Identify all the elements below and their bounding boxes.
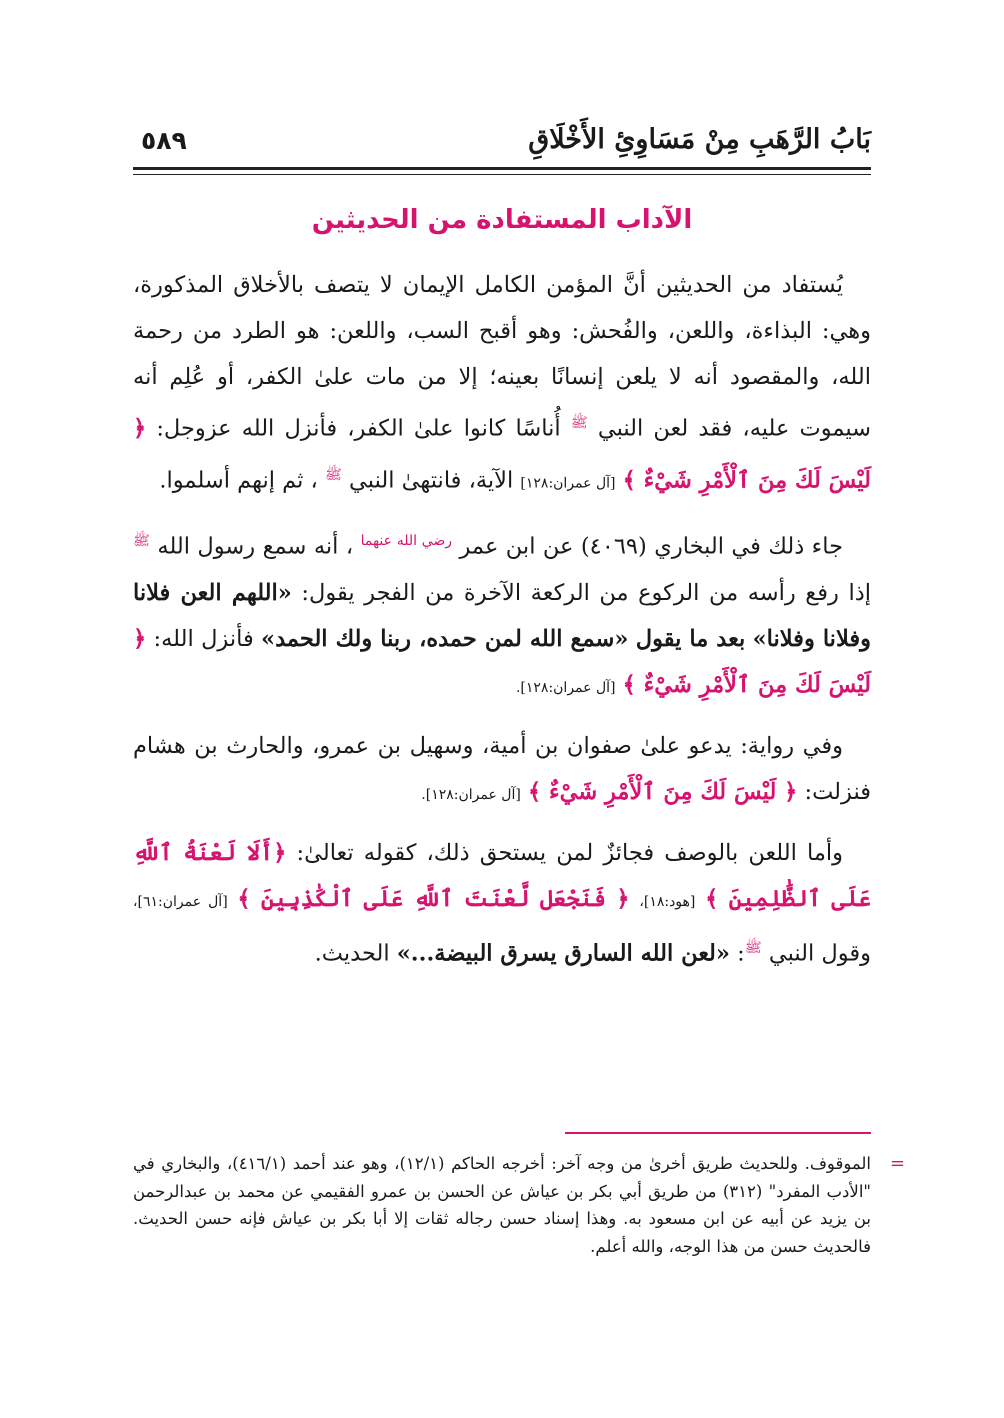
honorific: ﷺ (744, 939, 762, 956)
section-heading: الآداب المستفادة من الحديثين (311, 205, 693, 235)
p4c-text: : (737, 940, 745, 966)
quran-verse: ﴿أَلَا لَعْنَةُ ٱللَّهِ عَلَى ٱلظَّٰلِمِينَ ﴾ (133, 839, 872, 912)
p4a-text: وأما اللعن بالوصف فجائزٌ لمن يستحق ذلك، كقوله تعالىٰ: (296, 839, 843, 866)
verse-reference: [آل عمران:١٢٨] (520, 475, 616, 491)
header-rule-thin (133, 174, 871, 175)
paragraph-2 (133, 518, 871, 711)
p1c-text: الآية، فانتهىٰ النبي (349, 467, 514, 493)
footnote (133, 1150, 905, 1260)
honorific: ﷺ (133, 533, 150, 549)
p1-text: يُستفاد من الحديثين أنَّ المؤمن الكامل الإيمان لا يتصف بالأخلاق المذكورة، وهي: البذاءة، واللعن، والفُحش: وهو أقبح السب، واللعن: هو الطرد من رحمة الله، والمقصود أنه لا يلعن إنسانًا بعينه؛ إلا من مات علىٰ الكفر، أو عُلِم أنه سيموت عليه، فقد لعن النبي (133, 272, 872, 442)
verse-reference: [آل عمران:١٢٨]. (515, 679, 616, 696)
paragraph-3 (133, 723, 871, 818)
hadith-quote: «اللهم العن فلانا وفلانا وفلانا» (133, 579, 871, 652)
p2c-text: إذا رفع رأسه من الركوع من الركعة الآخرة من الفجر يقول: (301, 579, 871, 606)
header-rule-thick (133, 167, 871, 170)
quran-verse: ﴿ لَيْسَ لَكَ مِنَ ٱلْأَمْرِ شَيْءٌ ﴾ (527, 778, 798, 805)
p2d-text: بعد ما يقول (635, 625, 746, 652)
honorific: ﷺ (570, 415, 588, 431)
p2a-text: جاء ذلك في البخاري (٤٠٦٩) عن ابن عمر (459, 533, 844, 560)
chapter-title: بَابُ الرَّهَبِ مِنْ مَسَاوِئِ الأَخْلَاقِ (528, 124, 871, 155)
p1b-text: أُناسًا كانوا علىٰ الكفر، فأنزل الله عزوجل: (156, 415, 561, 442)
paragraph-1 (133, 262, 871, 506)
footnote-continuation-marker: = (889, 1153, 905, 1174)
verse-reference: [آل عمران:١٢٨]. (421, 786, 521, 803)
p1d-text: ، ثم إنهم أسلموا. (159, 467, 318, 493)
honorific: ﷺ (324, 466, 342, 483)
page-header (133, 112, 871, 162)
footnote-rule (565, 1132, 871, 1134)
hadith-quote: «لعن الله السارق يسرق البيضة...» (396, 940, 730, 966)
verse-reference: [آل عمران:٦١]، (133, 893, 228, 910)
quran-verse: ﴿ لَيْسَ لَكَ مِنَ ٱلْأَمْرِ شَيْءٌ ﴾ (133, 415, 871, 493)
page-number: ٥٨٩ (141, 126, 187, 155)
footnote-text: الموقوف. وللحديث طريق أخرىٰ من وجه آخر: أخرجه الحاكم (١٢/١)، وهو عند أحمد (٤١٦/١)، والبخاري في "الأدب المفرد" (٣١٢) من طريق أبي بكر بن عياش عن الحسن بن عمرو الفقيمي عن محمد بن عبدالرحمن بن يزيد عن أبيه عن ابن مسعود به. وهذا إسناد حسن رجاله ثقات إلا أبا بكر بن عياش فإنه حسن الحديث. فالحديث حسن من هذا الوجه، والله أعلم. (133, 1154, 872, 1256)
p4b-text: وقول النبي (768, 940, 871, 966)
hadith-quote: «سمع الله لمن حمده، ربنا ولك الحمد» (261, 625, 629, 652)
p4d-text: الحديث. (314, 940, 390, 966)
quran-verse: ﴿ لَيْسَ لَكَ مِنَ ٱلْأَمْرِ شَيْءٌ ﴾ (133, 625, 871, 698)
p2b-text: ، أنه سمع رسول الله (157, 533, 354, 560)
main-text (133, 262, 871, 988)
verse-reference: [هود:١٨]، (639, 893, 696, 910)
paragraph-4 (133, 830, 871, 977)
p3a-text: وفي رواية: يدعو علىٰ صفوان بن أمية، وسهيل بن عمرو، والحارث بن هشام فنزلت: (133, 732, 871, 805)
honorific: رضي الله عنهما (360, 533, 453, 549)
p2e-text: فأنزل الله: (153, 625, 254, 652)
quran-verse: ﴿ فَنَجْعَل لَّعْنَتَ ٱللَّهِ عَلَى ٱلْكَٰذِبِينَ ﴾ (237, 885, 630, 912)
